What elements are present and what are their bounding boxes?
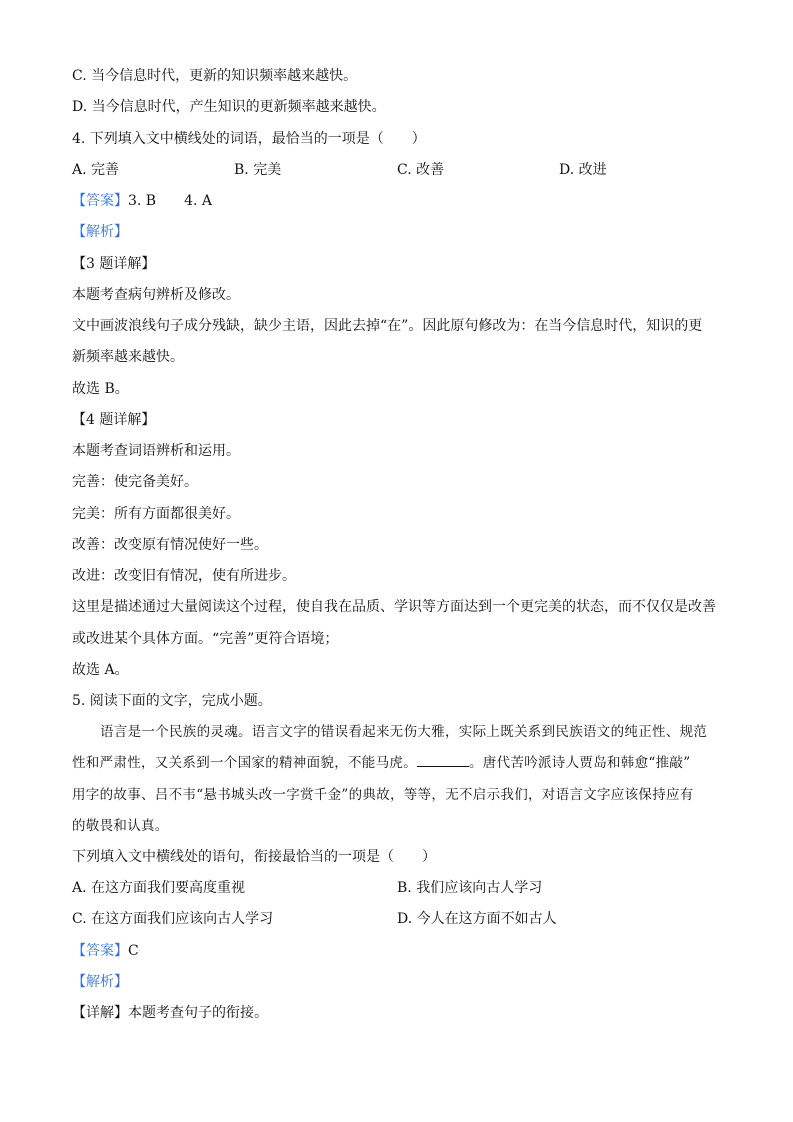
q5-option-c: C. 在这方面我们应该向古人学习 <box>72 911 274 927</box>
answer-text-2: C <box>128 943 139 959</box>
q4-option-d: D. 改进 <box>559 162 607 178</box>
question-5-stem: 下列填入文中横线处的语句，衔接最恰当的一项是（ ） <box>72 849 436 865</box>
detail-tag: 【详解】 <box>72 1005 128 1021</box>
answer-tag-2: 【答案】 <box>72 943 128 959</box>
detail-4-heading: 【4 题详解】 <box>72 412 156 428</box>
detail-4-line-3: 完美：所有方面都很美好。 <box>72 506 240 522</box>
question-4: 4. 下列填入文中横线处的词语，最恰当的一项是（ ） <box>72 131 426 147</box>
q4-option-b: B. 完美 <box>234 162 282 178</box>
detail-4-line-5: 改进：改变旧有情况，使有所进步。 <box>72 568 296 584</box>
detail-4-line-8: 故选 A。 <box>72 662 129 678</box>
detail-4-line-7: 或改进某个具体方面。“完善”更符合语境； <box>72 631 339 647</box>
passage-line-1: 语言是一个民族的灵魂。语言文字的错误看起来无伤大雅，实际上既关系到民族语文的纯正性、规范 <box>100 724 708 740</box>
detail-4-line-1: 本题考查词语辨析和运用。 <box>72 443 240 459</box>
detail-4-line-6: 这里是描述通过大量阅读这个过程，使自我在品质、学识等方面达到一个更完美的状态，而不仅仅是改善 <box>72 599 716 615</box>
q5-option-a: A. 在这方面我们要高度重视 <box>72 880 246 896</box>
detail-3-line-3: 新频率越来越快。 <box>72 349 184 365</box>
passage-line-3: 用字的故事、吕不韦“悬书城头改一字赏千金”的典故，等等，无不启示我们，对语言文字应该保持应有 <box>72 787 694 803</box>
detail-3-line-1: 本题考查病句辨析及修改。 <box>72 287 240 303</box>
option-c-sentence: C. 当今信息时代，更新的知识频率越来越快。 <box>72 68 358 84</box>
passage-line-2 <box>72 753 690 773</box>
q4-option-a: A. 完善 <box>72 162 120 178</box>
answer-line-2 <box>72 941 139 961</box>
detail-line <box>72 1003 268 1023</box>
answer-tag: 【答案】 <box>72 193 128 209</box>
answer-text: 3. B 4. A <box>128 193 213 209</box>
question-5: 5. 阅读下面的文字，完成小题。 <box>72 693 272 709</box>
detail-3-heading: 【3 题详解】 <box>72 256 156 272</box>
passage-line-4: 的敬畏和认真。 <box>72 818 169 834</box>
passage-line-2-text-b: 。唐代苦吟派诗人贾岛和韩愈“推敲” <box>469 755 691 771</box>
answer-line-1 <box>72 191 212 211</box>
analysis-tag-2: 【解析】 <box>72 974 128 990</box>
passage-line-2-text-a: 性和严肃性，又关系到一个国家的精神面貌，不能马虎。 <box>72 755 417 771</box>
fill-in-blank <box>417 754 469 767</box>
option-d-sentence: D. 当今信息时代，产生知识的更新频率越来越快。 <box>72 99 386 115</box>
detail-text: 本题考查句子的衔接。 <box>128 1005 268 1021</box>
detail-4-line-2: 完善：使完备美好。 <box>72 474 198 490</box>
analysis-tag-1: 【解析】 <box>72 224 128 240</box>
detail-3-line-2: 文中画波浪线句子成分残缺，缺少主语，因此去掉“在”。因此原句修改为：在当今信息时代，知识的更 <box>72 318 703 334</box>
q5-option-b: B. 我们应该向古人学习 <box>397 880 543 896</box>
q4-option-c: C. 改善 <box>397 162 445 178</box>
q5-option-d: D. 今人在这方面不如古人 <box>397 911 557 927</box>
detail-3-line-4: 故选 B。 <box>72 381 129 397</box>
detail-4-line-4: 改善：改变原有情况使好一些。 <box>72 537 268 553</box>
